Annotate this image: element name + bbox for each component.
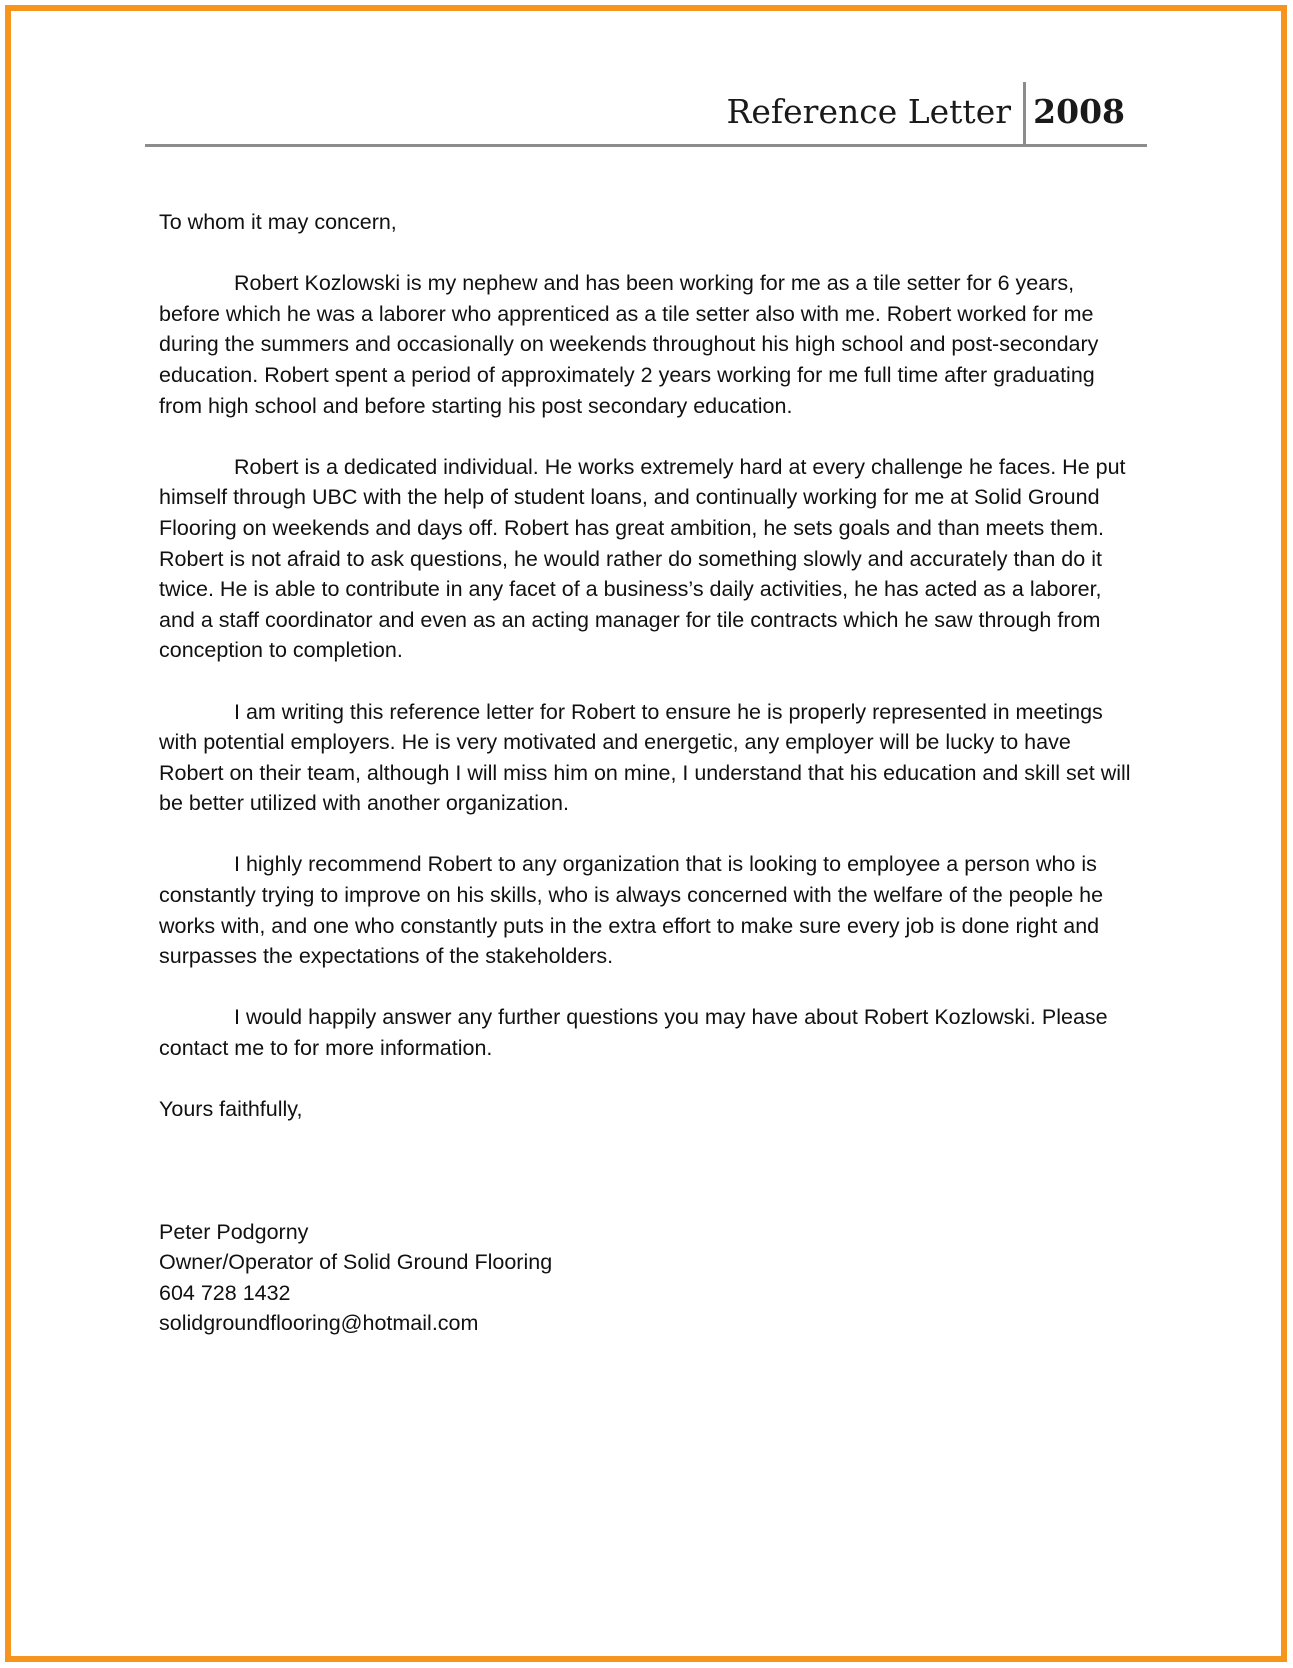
signature-phone: 604 728 1432 [159, 1280, 291, 1305]
paragraph-4: I highly recommend Robert to any organization that is looking to employee a person who is constantly trying to improve on his skills, who is always concerned with the welfare of the people he works with, and one who constantly puts in the extra effort to make sure every job is done right and surpasses the expectations of the stakeholders. [159, 852, 1104, 969]
letter-header [145, 82, 1147, 147]
signature-title: Owner/Operator of Solid Ground Flooring [159, 1250, 553, 1275]
signature-email: solidgroundflooring@hotmail.com [159, 1311, 479, 1336]
salutation: To whom it may concern, [159, 210, 397, 234]
closing: Yours faithfully, [159, 1097, 303, 1122]
header-year: 2008 [1033, 92, 1125, 131]
header-title: Reference Letter [726, 92, 1011, 131]
letter-body [159, 207, 1139, 1339]
paragraph-3: I am writing this reference letter for Robert to ensure he is properly represented in meetings with potential employers. He is very motivated and energetic, any employer will be lucky to have Robert on their team, although I will miss him on mine, I understand that his education and skill set will be better utilized with another organization. [159, 699, 1131, 816]
paragraph-2: Robert is a dedicated individual. He works extremely hard at every challenge he faces. He put himself through UBC with the help of student loans, and continually working for me at Solid Ground Flooring on weekends and days off. Robert has great ambition, he sets goals and than meets them. Robert is not afraid to ask questions, he would rather do something slowly and accurately than do it twice. He is able to contribute in any facet of a business’s daily activities, he has acted as a laborer, and a staff coordinator and even as an acting manager for tile contracts which he saw through from conception to completion. [159, 454, 1126, 663]
signature-name: Peter Podgorny [159, 1219, 309, 1244]
header-divider [1023, 82, 1026, 144]
paragraph-1: Robert Kozlowski is my nephew and has been working for me as a tile setter for 6 years, before which he was a laborer who apprenticed as a tile setter also with me. Robert worked for me during the summers and occasionally on weekends throughout his high school and post-secondary education. Robert spent a period of approximately 2 years working for me full time after graduating from high school and before starting his post secondary education. [159, 271, 1099, 418]
paragraph-5: I would happily answer any further questions you may have about Robert Kozlowski. Please contact me to for more information. [159, 1005, 1108, 1061]
signature-block [159, 1217, 1139, 1339]
